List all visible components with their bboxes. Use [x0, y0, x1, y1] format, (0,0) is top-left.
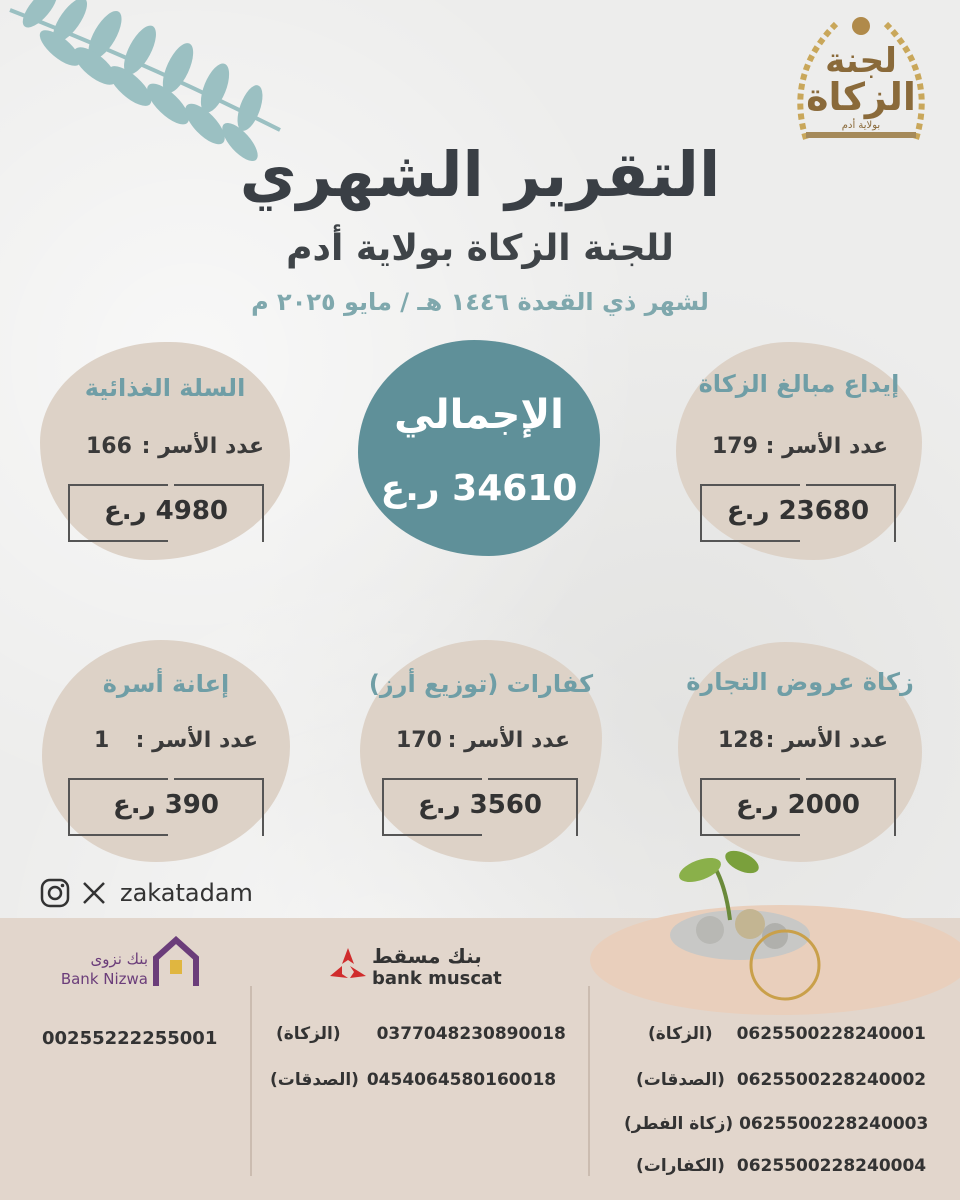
total-card [358, 340, 600, 556]
total-amount: 34610 ر.ع [380, 468, 578, 509]
page-title: التقرير الشهري [239, 138, 721, 211]
column-divider [588, 986, 590, 1176]
bank-muscat-account-row [276, 1024, 566, 1044]
social-links [40, 876, 253, 910]
report-period: لشهر ذي القعدة ١٤٤٦ هـ / مايو ٢٠٢٥ م [251, 288, 709, 316]
card-family-aid [42, 640, 290, 862]
social-handle[interactable]: zakatadam [120, 879, 253, 907]
amount-box [700, 484, 896, 542]
total-label: الإجمالي [394, 392, 564, 438]
amount-value: 3560 ر.ع [417, 790, 543, 820]
card-title: إيداع مبالغ الزكاة [698, 370, 900, 398]
families-count-value: 166 [86, 434, 132, 459]
account-number: 0454064580160018 [366, 1070, 557, 1090]
families-count-label: عدد الأسر : [135, 728, 258, 753]
bank-account-row [636, 1070, 926, 1090]
account-number: 0625500228240003 [739, 1114, 929, 1134]
bank-account-row [624, 1114, 928, 1134]
zakat-committee-logo [786, 14, 936, 154]
families-count-value: 128 [718, 728, 764, 753]
amount-value: 4980 ر.ع [103, 496, 229, 526]
x-twitter-icon[interactable] [80, 879, 108, 907]
account-number: 0377048230890018 [376, 1024, 566, 1044]
families-count-label: عدد الأسر : [765, 434, 888, 459]
logo-line2: الزكاة [806, 75, 916, 119]
card-food-basket [40, 342, 290, 560]
account-label: (الكفارات) [636, 1156, 725, 1176]
bank-nizwa-logo-icon [152, 936, 200, 988]
families-count-value: 179 [712, 434, 758, 459]
card-kaffarat [360, 640, 602, 862]
amount-value: 23680 ر.ع [726, 496, 870, 526]
families-count-label: عدد الأسر : [447, 728, 570, 753]
families-count-label: عدد الأسر : [765, 728, 888, 753]
bank-nizwa-account: 00255222255001 [42, 1028, 218, 1049]
account-number: 0625500228240004 [736, 1156, 927, 1176]
amount-value: 2000 ر.ع [735, 790, 861, 820]
families-count-value: 1 [94, 728, 110, 753]
bank-muscat-name-en: bank muscat [372, 968, 502, 989]
card-trade-zakat [678, 642, 922, 862]
families-count-value: 170 [396, 728, 442, 753]
bank-muscat-name-ar: بنك مسقط [372, 944, 482, 968]
families-count-label: عدد الأسر : [141, 434, 264, 459]
account-label: (الصدقات) [270, 1070, 359, 1090]
account-number: 0625500228240001 [736, 1024, 926, 1044]
amount-box [700, 778, 896, 836]
amount-box [68, 484, 264, 542]
bank-muscat-logo-icon [328, 946, 368, 986]
logo-subtitle: بولاية أدم [841, 120, 881, 131]
account-label: (الصدقات) [636, 1070, 725, 1090]
amount-box [382, 778, 578, 836]
bank-muscat-account-row [270, 1070, 556, 1090]
instagram-icon[interactable] [40, 878, 70, 908]
amount-box [68, 778, 264, 836]
logo-line1: لجنة [825, 41, 897, 81]
amount-value: 390 ر.ع [113, 790, 219, 820]
card-title: كفارات (توزيع أرز) [368, 670, 594, 698]
hands-plant-illustration [560, 840, 960, 1020]
card-title: السلة الغذائية [84, 374, 246, 402]
account-label: (الزكاة) [276, 1024, 341, 1044]
card-title: زكاة عروض التجارة [686, 668, 914, 696]
card-title: إعانة أسرة [102, 670, 230, 698]
account-label: (زكاة الفطر) [624, 1114, 734, 1134]
account-number: 0625500228240002 [736, 1070, 927, 1090]
page-subtitle: للجنة الزكاة بولاية أدم [286, 228, 674, 269]
column-divider [250, 986, 252, 1176]
bank-nizwa-name-ar: بنك نزوى [90, 950, 148, 968]
bank-nizwa-name-en: Bank Nizwa [60, 970, 148, 988]
bank-account-row [648, 1024, 926, 1044]
account-label: (الزكاة) [648, 1024, 713, 1044]
card-zakat-deposit [676, 342, 922, 560]
bank-account-row [636, 1156, 926, 1176]
